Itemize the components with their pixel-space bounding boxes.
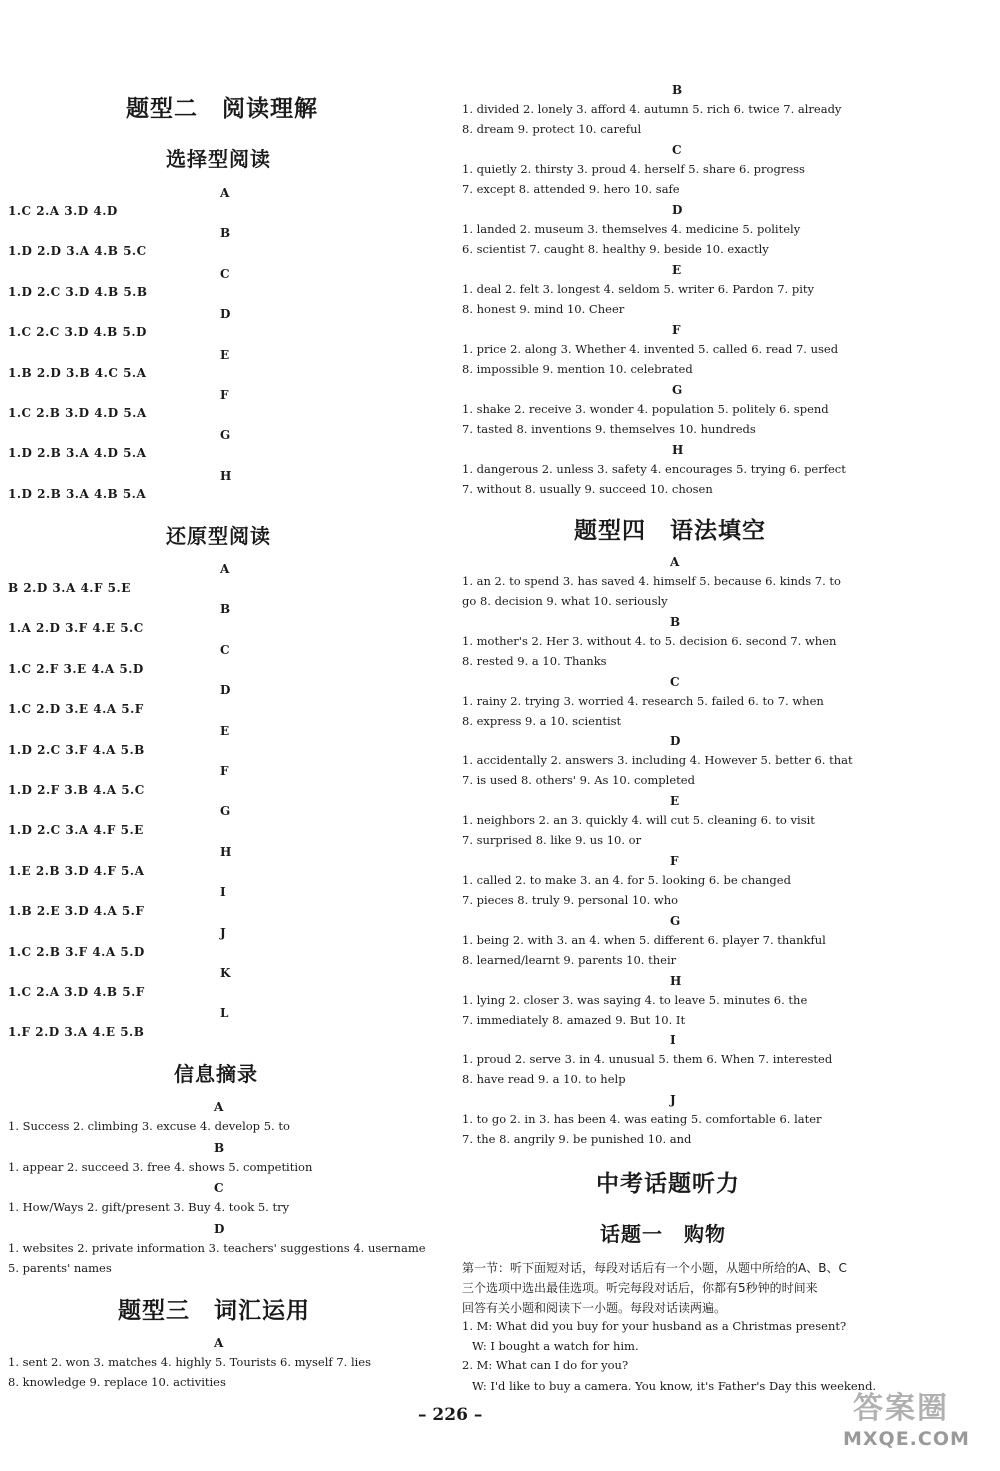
answer-line: 8. honest 9. mind 10. Cheer [462,302,625,316]
answer-line: 1.D 2.D 3.A 4.B 5.C [8,244,147,259]
group-letter: J [670,1093,676,1108]
answer-line: 5. parents' names [8,1260,112,1275]
group-letter: D [670,734,681,749]
answer-line: 1. proud 2. serve 3. in 4. unusual 5. them 6. When 7. interested [462,1052,833,1067]
group-letter: C [672,143,682,157]
group-letter: A [670,555,680,569]
group-letter: D [220,683,231,698]
group-letter: I [670,1033,676,1048]
group-letter: C [670,674,680,689]
group-letter: D [214,1221,225,1236]
answer-line: 8. knowledge 9. replace 10. activities [8,1375,226,1389]
answer-line: 1. shake 2. receive 3. wonder 4. population 5. politely 6. spend [462,402,829,416]
answer-line: 6. scientist 7. caught 8. healthy 9. beside 10. exactly [462,242,769,256]
subsection-title-choice: 选择型阅读 [166,147,271,171]
group-letter: G [220,804,231,819]
answer-line: 1. appear 2. succeed 3. free 4. shows 5. competition [8,1159,313,1174]
answer-line: 1.B 2.D 3.B 4.C 5.A [8,365,147,380]
group-letter: D [672,203,683,217]
answer-line: 1. being 2. with 3. an 4. when 5. different 6. player 7. thankful [462,932,826,947]
answer-line: 1.D 2.F 3.B 4.A 5.C [8,783,145,797]
answer-line: 7. the 8. angrily 9. be punished 10. and [462,1132,692,1147]
answer-line: 1.D 2.B 3.A 4.B 5.A [8,486,147,501]
topic-title-shopping: 话题一 购物 [600,1222,726,1246]
group-letter: E [670,794,680,809]
group-letter: A [220,562,230,576]
answer-line: 8. rested 9. a 10. Thanks [462,653,607,668]
answer-line: 1. dangerous 2. unless 3. safety 4. encourages 5. trying 6. perfect [462,462,846,476]
answer-line: 7. immediately 8. amazed 9. But 10. It [462,1012,686,1027]
group-letter: H [220,468,232,483]
group-letter: F [220,764,229,778]
group-letter: B [220,226,231,241]
answer-line: 1. Success 2. climbing 3. excuse 4. develop 5. to [8,1119,290,1133]
answer-line: 1. to go 2. in 3. has been 4. was eating 5. comfortable 6. later [462,1112,822,1127]
answer-line: 7. tasted 8. inventions 9. themselves 10. hundreds [462,422,756,436]
answer-line: 1.F 2.D 3.A 4.E 5.B [8,1025,145,1040]
answer-line: 7. without 8. usually 9. succeed 10. chosen [462,482,713,496]
answer-line: 8. learned/learnt 9. parents 10. their [462,952,677,967]
answer-line: 1.C 2.B 3.D 4.D 5.A [8,406,147,420]
answer-line: 7. surprised 8. like 9. us 10. or [462,833,642,848]
answer-line: 1.C 2.A 3.D 4.D [8,204,118,218]
group-letter: H [220,844,232,859]
answer-line: 1.E 2.B 3.D 4.F 5.A [8,863,145,878]
dialog-line: W: I'd like to buy a camera. You know, it's Father's Day this weekend. [472,1379,877,1393]
answer-line: 1. deal 2. felt 3. longest 4. seldom 5. writer 6. Pardon 7. pity [462,282,815,296]
answer-line: 1. sent 2. won 3. matches 4. highly 5. Tourists 6. myself 7. lies [8,1355,372,1369]
answer-line: 1. rainy 2. trying 3. worried 4. research 5. failed 6. to 7. when [462,693,824,708]
answer-line: 1.D 2.B 3.A 4.D 5.A [8,446,147,461]
answer-line: go 8. decision 9. what 10. seriously [462,594,668,608]
group-letter: G [220,428,231,443]
answer-line: 1. mother's 2. Her 3. without 4. to 5. decision 6. second 7. when [462,633,837,648]
group-letter: G [672,383,683,397]
group-letter: C [214,1181,224,1195]
group-letter: A [220,186,230,200]
group-letter: I [220,885,226,900]
group-letter: C [220,642,230,657]
group-letter: F [670,854,679,868]
group-letter: J [220,925,226,940]
answer-line: 1.C 2.F 3.E 4.A 5.D [8,661,144,676]
group-letter: E [220,723,230,738]
answer-line: 1.A 2.D 3.F 4.E 5.C [8,621,144,636]
answer-line: 1.C 2.B 3.F 4.A 5.D [8,944,145,959]
group-letter: B [214,1140,225,1155]
group-letter: G [670,913,681,928]
group-letter: B [672,83,683,97]
answer-line: 1.C 2.C 3.D 4.B 5.D [8,325,147,340]
instruction-line: 回答有关小题和阅读下一小题。每段对话读两遍。 [462,1301,727,1315]
dialog-line: 1. M: What did you buy for your husband as a Christmas present? [462,1319,847,1333]
section-title-listening: 中考话题听力 [596,1170,740,1197]
instruction-line: 第一节：听下面短对话，每段对话后有一个小题，从题中所给的A、B、C [462,1261,847,1275]
answer-line: 8. impossible 9. mention 10. celebrated [462,362,693,376]
vocab-letter-a: A [214,1336,224,1350]
answer-line: 1.C 2.A 3.D 4.B 5.F [8,985,145,999]
group-letter: A [214,1100,224,1114]
answer-line: 1.D 2.C 3.A 4.F 5.E [8,823,144,838]
answer-line: 7. is used 8. others' 9. As 10. completed [462,773,695,788]
group-letter: B [670,614,681,629]
subsection-title-restore: 还原型阅读 [166,524,271,548]
answer-line: 1. an 2. to spend 3. has saved 4. himself 5. because 6. kinds 7. to [462,574,841,588]
answer-line: 7. pieces 8. truly 9. personal 10. who [462,893,679,907]
answer-line: 1. quietly 2. thirsty 3. proud 4. herself 5. share 6. progress [462,162,805,176]
answer-line: 1.B 2.E 3.D 4.A 5.F [8,904,145,919]
group-letter: C [220,266,230,281]
page-number: – 226 – [418,1405,483,1425]
group-letter: B [220,602,231,617]
answer-line: 1. price 2. along 3. Whether 4. invented 5. called 6. read 7. used [462,342,839,356]
group-letter: E [220,347,230,362]
answer-line: 1.C 2.D 3.E 4.A 5.F [8,702,144,717]
watermark-text: MXQE.COM [843,1428,970,1450]
section-title-reading: 题型二 阅读理解 [126,95,318,122]
subsection-title-info: 信息摘录 [174,1062,258,1086]
answer-line: 1. lying 2. closer 3. was saying 4. to leave 5. minutes 6. the [462,992,808,1007]
answer-line: 1. divided 2. lonely 3. afford 4. autumn 5. rich 6. twice 7. already [462,102,842,116]
answer-line: B 2.D 3.A 4.F 5.E [8,581,131,595]
group-letter: K [220,966,231,980]
answer-line: 1. neighbors 2. an 3. quickly 4. will cut 5. cleaning 6. to visit [462,813,815,828]
group-letter: F [672,323,681,337]
group-letter: D [220,307,231,322]
answer-line: 1. accidentally 2. answers 3. including 4. However 5. better 6. that [462,753,853,768]
instruction-line: 三个选项中选出最佳选项。听完每段对话后，你都有5秒钟的时间来 [462,1281,818,1295]
group-letter: F [220,388,229,402]
answer-line: 1.D 2.C 3.F 4.A 5.B [8,742,145,757]
answer-line: 1. landed 2. museum 3. themselves 4. medicine 5. politely [462,222,801,236]
answer-line: 1. called 2. to make 3. an 4. for 5. looking 6. be changed [462,873,791,887]
group-letter: H [670,973,682,988]
group-letter: E [672,263,682,277]
answer-line: 8. have read 9. a 10. to help [462,1072,626,1087]
answer-line: 8. express 9. a 10. scientist [462,713,622,728]
answer-line: 7. except 8. attended 9. hero 10. safe [462,182,680,196]
answer-line: 1. websites 2. private information 3. teachers' suggestions 4. username [8,1240,426,1255]
group-letter: H [672,443,684,457]
answer-line: 8. dream 9. protect 10. careful [462,122,642,136]
dialog-line: 2. M: What can I do for you? [462,1358,629,1372]
answer-line: 1.D 2.C 3.D 4.B 5.B [8,284,148,299]
answer-line: 1. How/Ways 2. gift/present 3. Buy 4. took 5. try [8,1200,290,1214]
group-letter: L [220,1006,229,1021]
section-title-grammar: 题型四 语法填空 [574,517,766,544]
section-title-vocab: 题型三 词汇运用 [118,1297,310,1324]
watermark-logo: 答案圈 [853,1391,949,1426]
dialog-line: W: I bought a watch for him. [472,1339,639,1353]
